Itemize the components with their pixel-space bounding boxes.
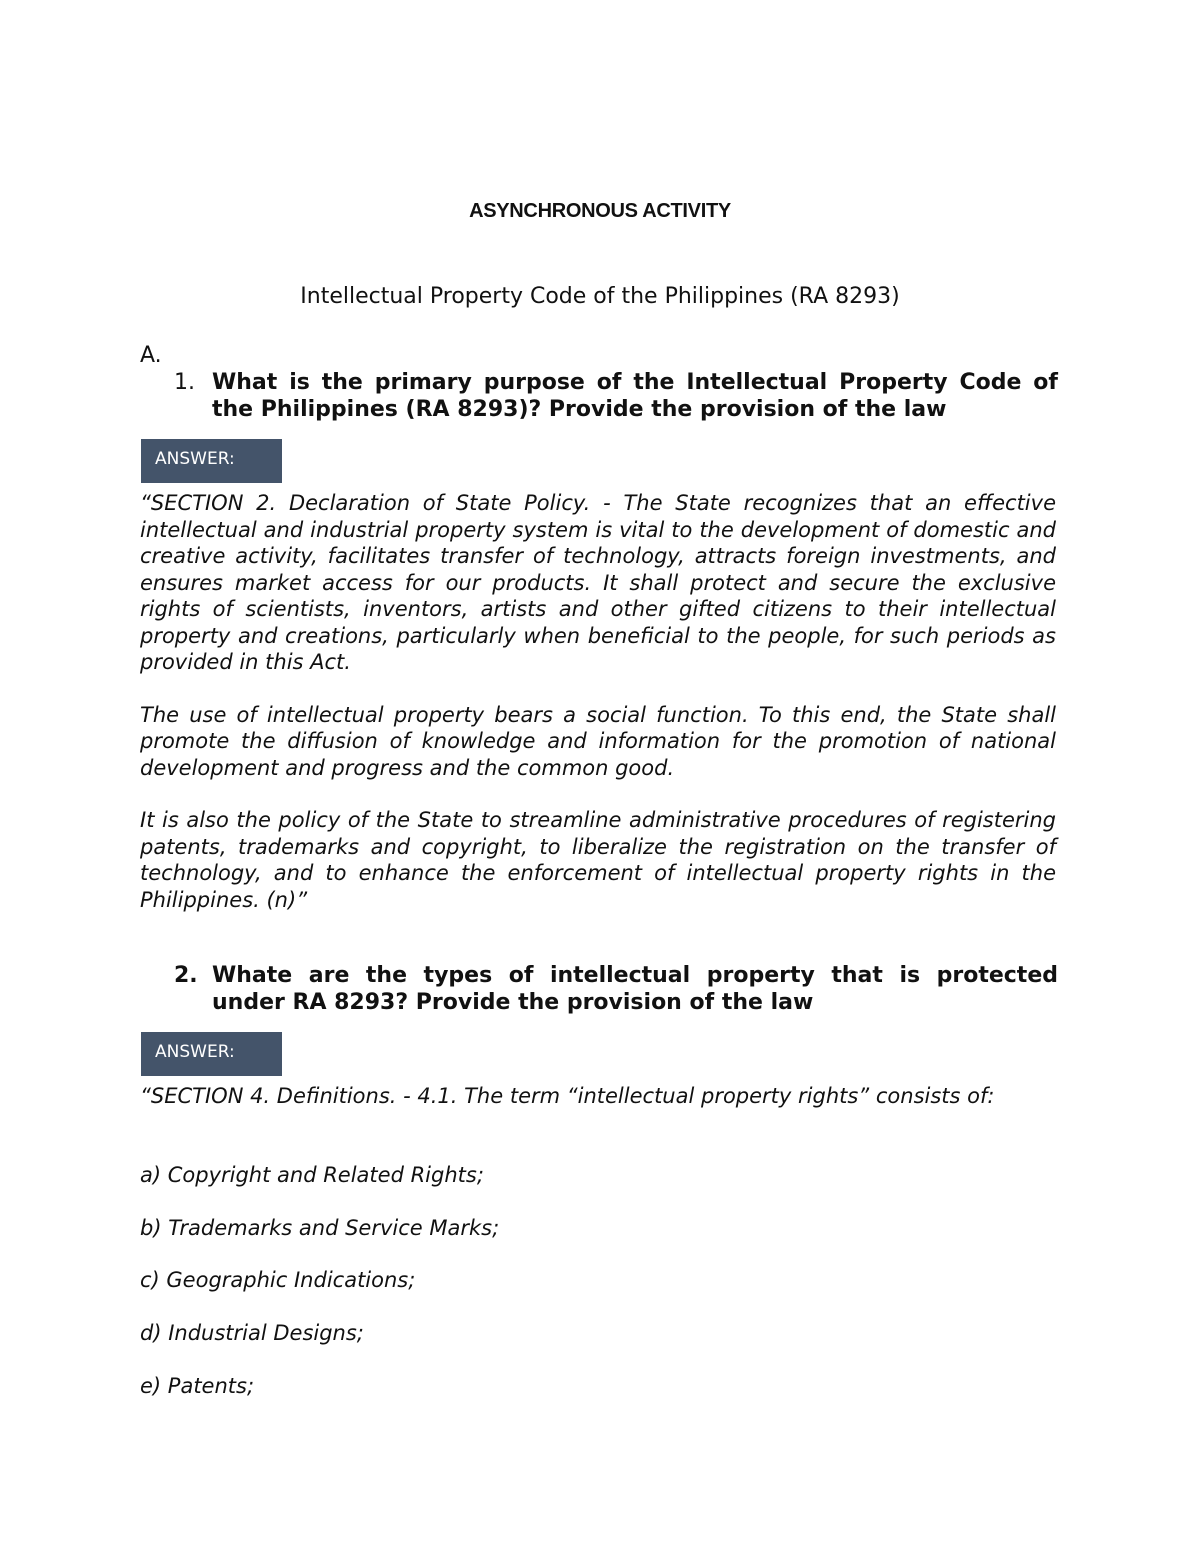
document-title: ASYNCHRONOUS ACTIVITY [469, 200, 731, 222]
answer-2-intro [140, 1083, 1056, 1110]
answer-2-intro-text: “SECTION 4. Definitions. - 4.1. The term “intellectual property rights” consists of: [140, 1084, 995, 1108]
answer-1-paragraph-2: The use of intellectual property bears a social function. To this end, the State shall promote the diffusion of knowledge and information for the promotion of national development and progress and the common good. [140, 702, 1056, 780]
list-item: a) Copyright and Related Rights; [140, 1163, 484, 1187]
answer-1-paragraph-3: It is also the policy of the State to streamline administrative procedures of registering patents, trademarks and copyright, to liberalize the registration on the transfer of technology, and to enhance the enforcement of intellectual property rights in the Philippines. (n)” [140, 808, 1056, 912]
answer-1-body [140, 490, 1056, 913]
answer-1-paragraph-1: “SECTION 2. Declaration of State Policy. - The State recognizes that an effective intellectual and industrial property system is vital to the development of domestic and creative activity, facilitates transfer of technology, attracts foreign investments, and ensures market access for our products. It shall protect and secure the exclusive rights of scientists, inventors, artists and other gifted citizens to their intellectual property and creations, particularly when beneficial to the people, for such periods as provided in this Act. [140, 491, 1056, 674]
question-1 [140, 369, 1058, 423]
list-item: e) Patents; [140, 1374, 255, 1398]
list-item: d) Industrial Designs; [140, 1321, 364, 1345]
document-subtitle: Intellectual Property Code of the Philippines (RA 8293) [300, 284, 900, 309]
list-item: c) Geographic Indications; [140, 1268, 416, 1292]
question-2-text: Whate are the types of intellectual property that is protected under RA 8293? Provide the provision of the law [212, 963, 1058, 1015]
answer-label-2: ANSWER: [141, 1032, 282, 1076]
question-2-number: 2. [174, 963, 198, 988]
answer-label-1: ANSWER: [141, 439, 282, 483]
question-1-number: 1. [174, 370, 195, 395]
section-letter: A. [140, 343, 162, 368]
question-2 [140, 962, 1058, 1016]
question-1-text: What is the primary purpose of the Intellectual Property Code of the Philippines (RA 8293)? Provide the provision of the law [212, 370, 1058, 422]
list-item: b) Trademarks and Service Marks; [140, 1216, 500, 1240]
